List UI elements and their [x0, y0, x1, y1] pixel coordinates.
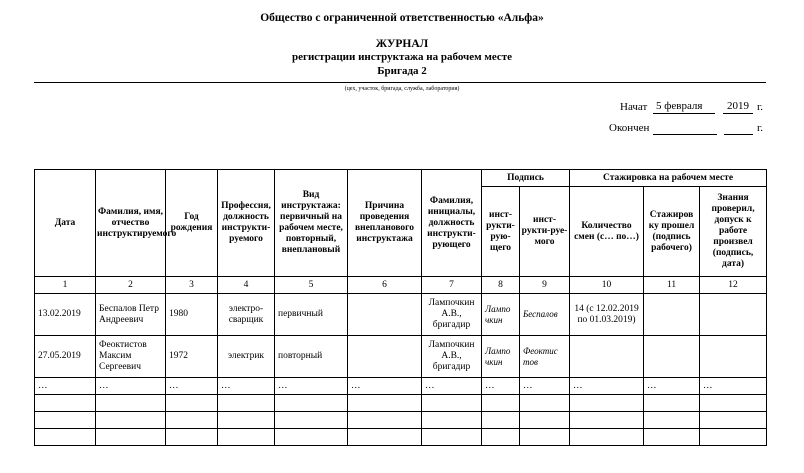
- header-birth-year: Год рождения: [166, 170, 218, 277]
- table-row: [35, 294, 767, 336]
- cell-profession: электрик: [218, 336, 275, 378]
- column-number: 10: [570, 277, 644, 294]
- cell-knowledge-check: [700, 336, 767, 378]
- column-number: 5: [275, 277, 348, 294]
- start-label: Начат: [620, 101, 648, 113]
- ellipsis-cell: …: [166, 378, 218, 395]
- cell-reason: [348, 336, 422, 378]
- cell-instruction-type: повторный: [275, 336, 348, 378]
- cell-fio: Беспалов Петр Андреевич: [96, 294, 166, 336]
- column-number: 1: [35, 277, 96, 294]
- cell-sign-instructor: Лампо чкин: [482, 336, 520, 378]
- ellipsis-cell: …: [482, 378, 520, 395]
- end-label: Окончен: [609, 122, 650, 134]
- brigade-name: Бригада 2: [377, 65, 427, 77]
- start-date-value: 5 февраля: [656, 100, 703, 112]
- cell-instruction-type: первичный: [275, 294, 348, 336]
- header-shifts: Количество смен (с… по…): [570, 187, 644, 277]
- empty-row: [35, 395, 767, 412]
- organization-name: Общество с ограниченной ответственностью «Альфа»: [260, 12, 544, 24]
- ellipsis-cell: …: [218, 378, 275, 395]
- cell-shifts: [570, 336, 644, 378]
- start-date-field: [653, 100, 715, 114]
- ellipsis-cell: …: [275, 378, 348, 395]
- cell-birth-year: 1972: [166, 336, 218, 378]
- ellipsis-cell: …: [348, 378, 422, 395]
- header-sign-instructed: инст-рукти-руе-мого: [520, 187, 570, 277]
- instruction-register-table: [34, 169, 767, 446]
- empty-row: [35, 412, 767, 429]
- end-year-field: [724, 121, 753, 135]
- cell-birth-year: 1980: [166, 294, 218, 336]
- header-knowledge-check: Знания проверил, допуск к работе произвел (подпись, дата): [700, 187, 767, 277]
- start-year-field: [723, 100, 753, 114]
- cell-sign-instructor: Лампо чкин: [482, 294, 520, 336]
- header-fio: Фамилия, имя, отчество инструктируемого: [96, 170, 166, 277]
- cell-internship-done: [644, 294, 700, 336]
- header-signature-group: Подпись: [482, 170, 570, 187]
- column-number: 2: [96, 277, 166, 294]
- ellipsis-cell: …: [644, 378, 700, 395]
- empty-row: [35, 429, 767, 446]
- header-internship-group: Стажировка на рабочем месте: [570, 170, 767, 187]
- ellipsis-row: [35, 378, 767, 395]
- header-sign-instructor: инст-рукти-рую-щего: [482, 187, 520, 277]
- column-number: 3: [166, 277, 218, 294]
- header-row-1: [35, 170, 767, 187]
- cell-instructor: Лампочкин А.В., бригадир: [422, 294, 482, 336]
- cell-profession: электро-сварщик: [218, 294, 275, 336]
- column-number: 9: [520, 277, 570, 294]
- cell-sign-instructed: Беспалов: [520, 294, 570, 336]
- ellipsis-cell: …: [422, 378, 482, 395]
- ellipsis-cell: …: [96, 378, 166, 395]
- header-instruction-type: Вид инструктажа: первичный на рабочем месте, повторный, внеплановый: [275, 170, 348, 277]
- end-year-suffix: г.: [757, 122, 764, 134]
- cell-shifts: 14 (с 12.02.2019 по 01.03.2019): [570, 294, 644, 336]
- cell-fio: Феоктистов Максим Сергеевич: [96, 336, 166, 378]
- cell-reason: [348, 294, 422, 336]
- header-instructor: Фамилия, инициалы, должность инструкти-рующего: [422, 170, 482, 277]
- unit-subnote: (цех, участок, бригада, служба, лаборатория): [344, 86, 460, 92]
- column-number: 7: [422, 277, 482, 294]
- cell-date: 27.05.2019: [35, 336, 96, 378]
- ellipsis-cell: …: [570, 378, 644, 395]
- title-underline: [34, 82, 766, 83]
- table-row: [35, 336, 767, 378]
- start-year-suffix: г.: [757, 101, 764, 113]
- journal-subtitle: регистрации инструктажа на рабочем месте: [291, 51, 513, 63]
- ellipsis-cell: …: [35, 378, 96, 395]
- journal-title: ЖУРНАЛ: [375, 38, 429, 50]
- column-number: 12: [700, 277, 767, 294]
- column-number: 4: [218, 277, 275, 294]
- column-number: 6: [348, 277, 422, 294]
- start-year-value: 2019: [727, 100, 749, 112]
- cell-sign-instructed: Феоктис тов: [520, 336, 570, 378]
- column-number-row: [35, 277, 767, 294]
- column-number: 11: [644, 277, 700, 294]
- end-date-field: [653, 121, 717, 135]
- cell-knowledge-check: [700, 294, 767, 336]
- ellipsis-cell: …: [700, 378, 767, 395]
- header-profession: Профессия, должность инструкти-руемого: [218, 170, 275, 277]
- cell-instructor: Лампочкин А.В., бригадир: [422, 336, 482, 378]
- ellipsis-cell: …: [520, 378, 570, 395]
- column-number: 8: [482, 277, 520, 294]
- cell-date: 13.02.2019: [35, 294, 96, 336]
- header-reason: Причина проведения внепланового инструктажа: [348, 170, 422, 277]
- header-internship-done: Стажиров ку прошел (подпись рабочего): [644, 187, 700, 277]
- cell-internship-done: [644, 336, 700, 378]
- header-date: Дата: [35, 170, 96, 277]
